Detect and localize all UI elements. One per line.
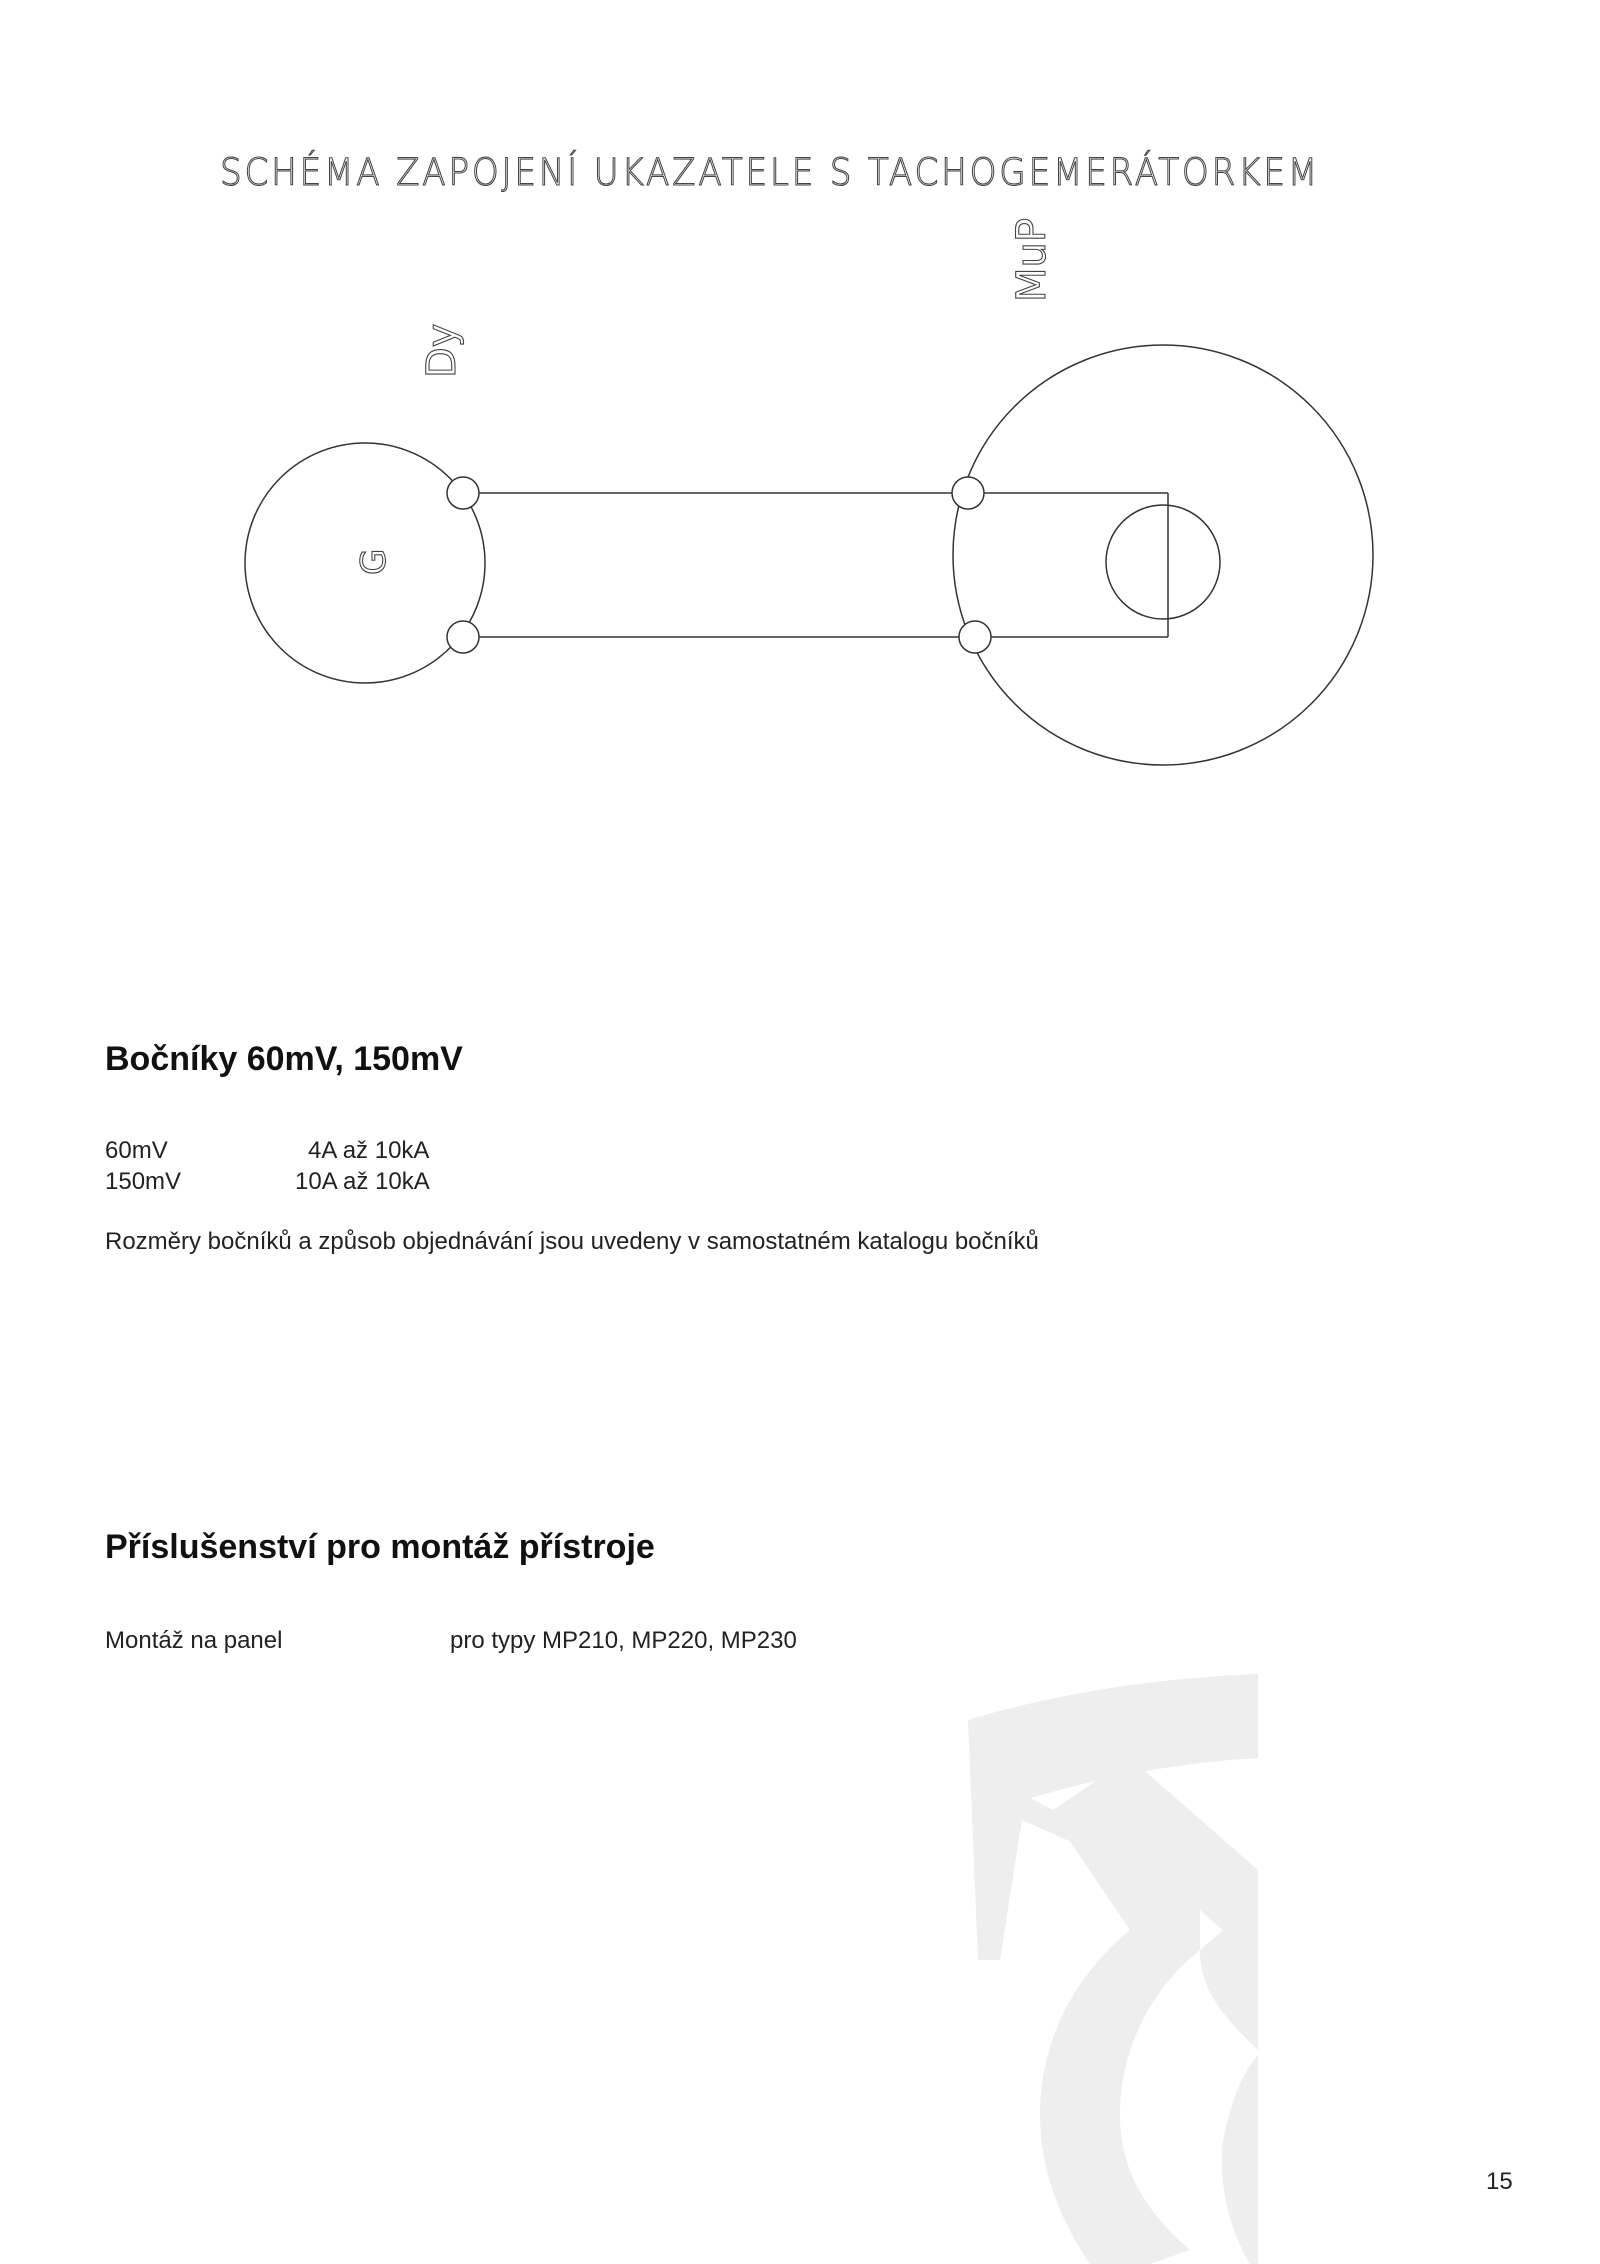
terminal-g-top <box>447 477 479 509</box>
shunt-row-2-range: 10A až 10kA <box>295 1168 430 1195</box>
accessory-item-label: Montáž na panel <box>105 1627 283 1654</box>
shunts-heading: Bočníky 60mV, 150mV <box>105 1040 463 1078</box>
shunt-row-1-voltage: 60mV <box>105 1137 168 1164</box>
label-mup: MuP <box>1009 218 1055 302</box>
terminal-g-bottom <box>447 621 479 653</box>
indicator-circle <box>953 345 1373 765</box>
watermark-logo <box>950 1660 1450 2264</box>
wiring-diagram <box>0 0 1600 800</box>
page-number: 15 <box>1486 2168 1513 2195</box>
accessory-item-value: pro typy MP210, MP220, MP230 <box>450 1627 797 1654</box>
label-dy: Dy <box>419 323 465 378</box>
accessories-heading: Příslušenství pro montáž přístroje <box>105 1528 655 1566</box>
diagram-title: SCHÉMA ZAPOJENÍ UKAZATELE S TACHOGEMERÁTORKEM <box>220 151 1411 194</box>
label-g: G <box>354 548 394 575</box>
terminal-m-bottom <box>959 621 991 653</box>
shunt-row-1-range: 4A až 10kA <box>308 1137 430 1164</box>
indicator-inner-circle <box>1106 505 1220 619</box>
terminal-m-top <box>952 477 984 509</box>
shunt-row-2-voltage: 150mV <box>105 1168 182 1195</box>
shunts-note: Rozměry bočníků a způsob objednávání jsou uvedeny v samostatném katalogu bočníků <box>105 1228 1039 1255</box>
